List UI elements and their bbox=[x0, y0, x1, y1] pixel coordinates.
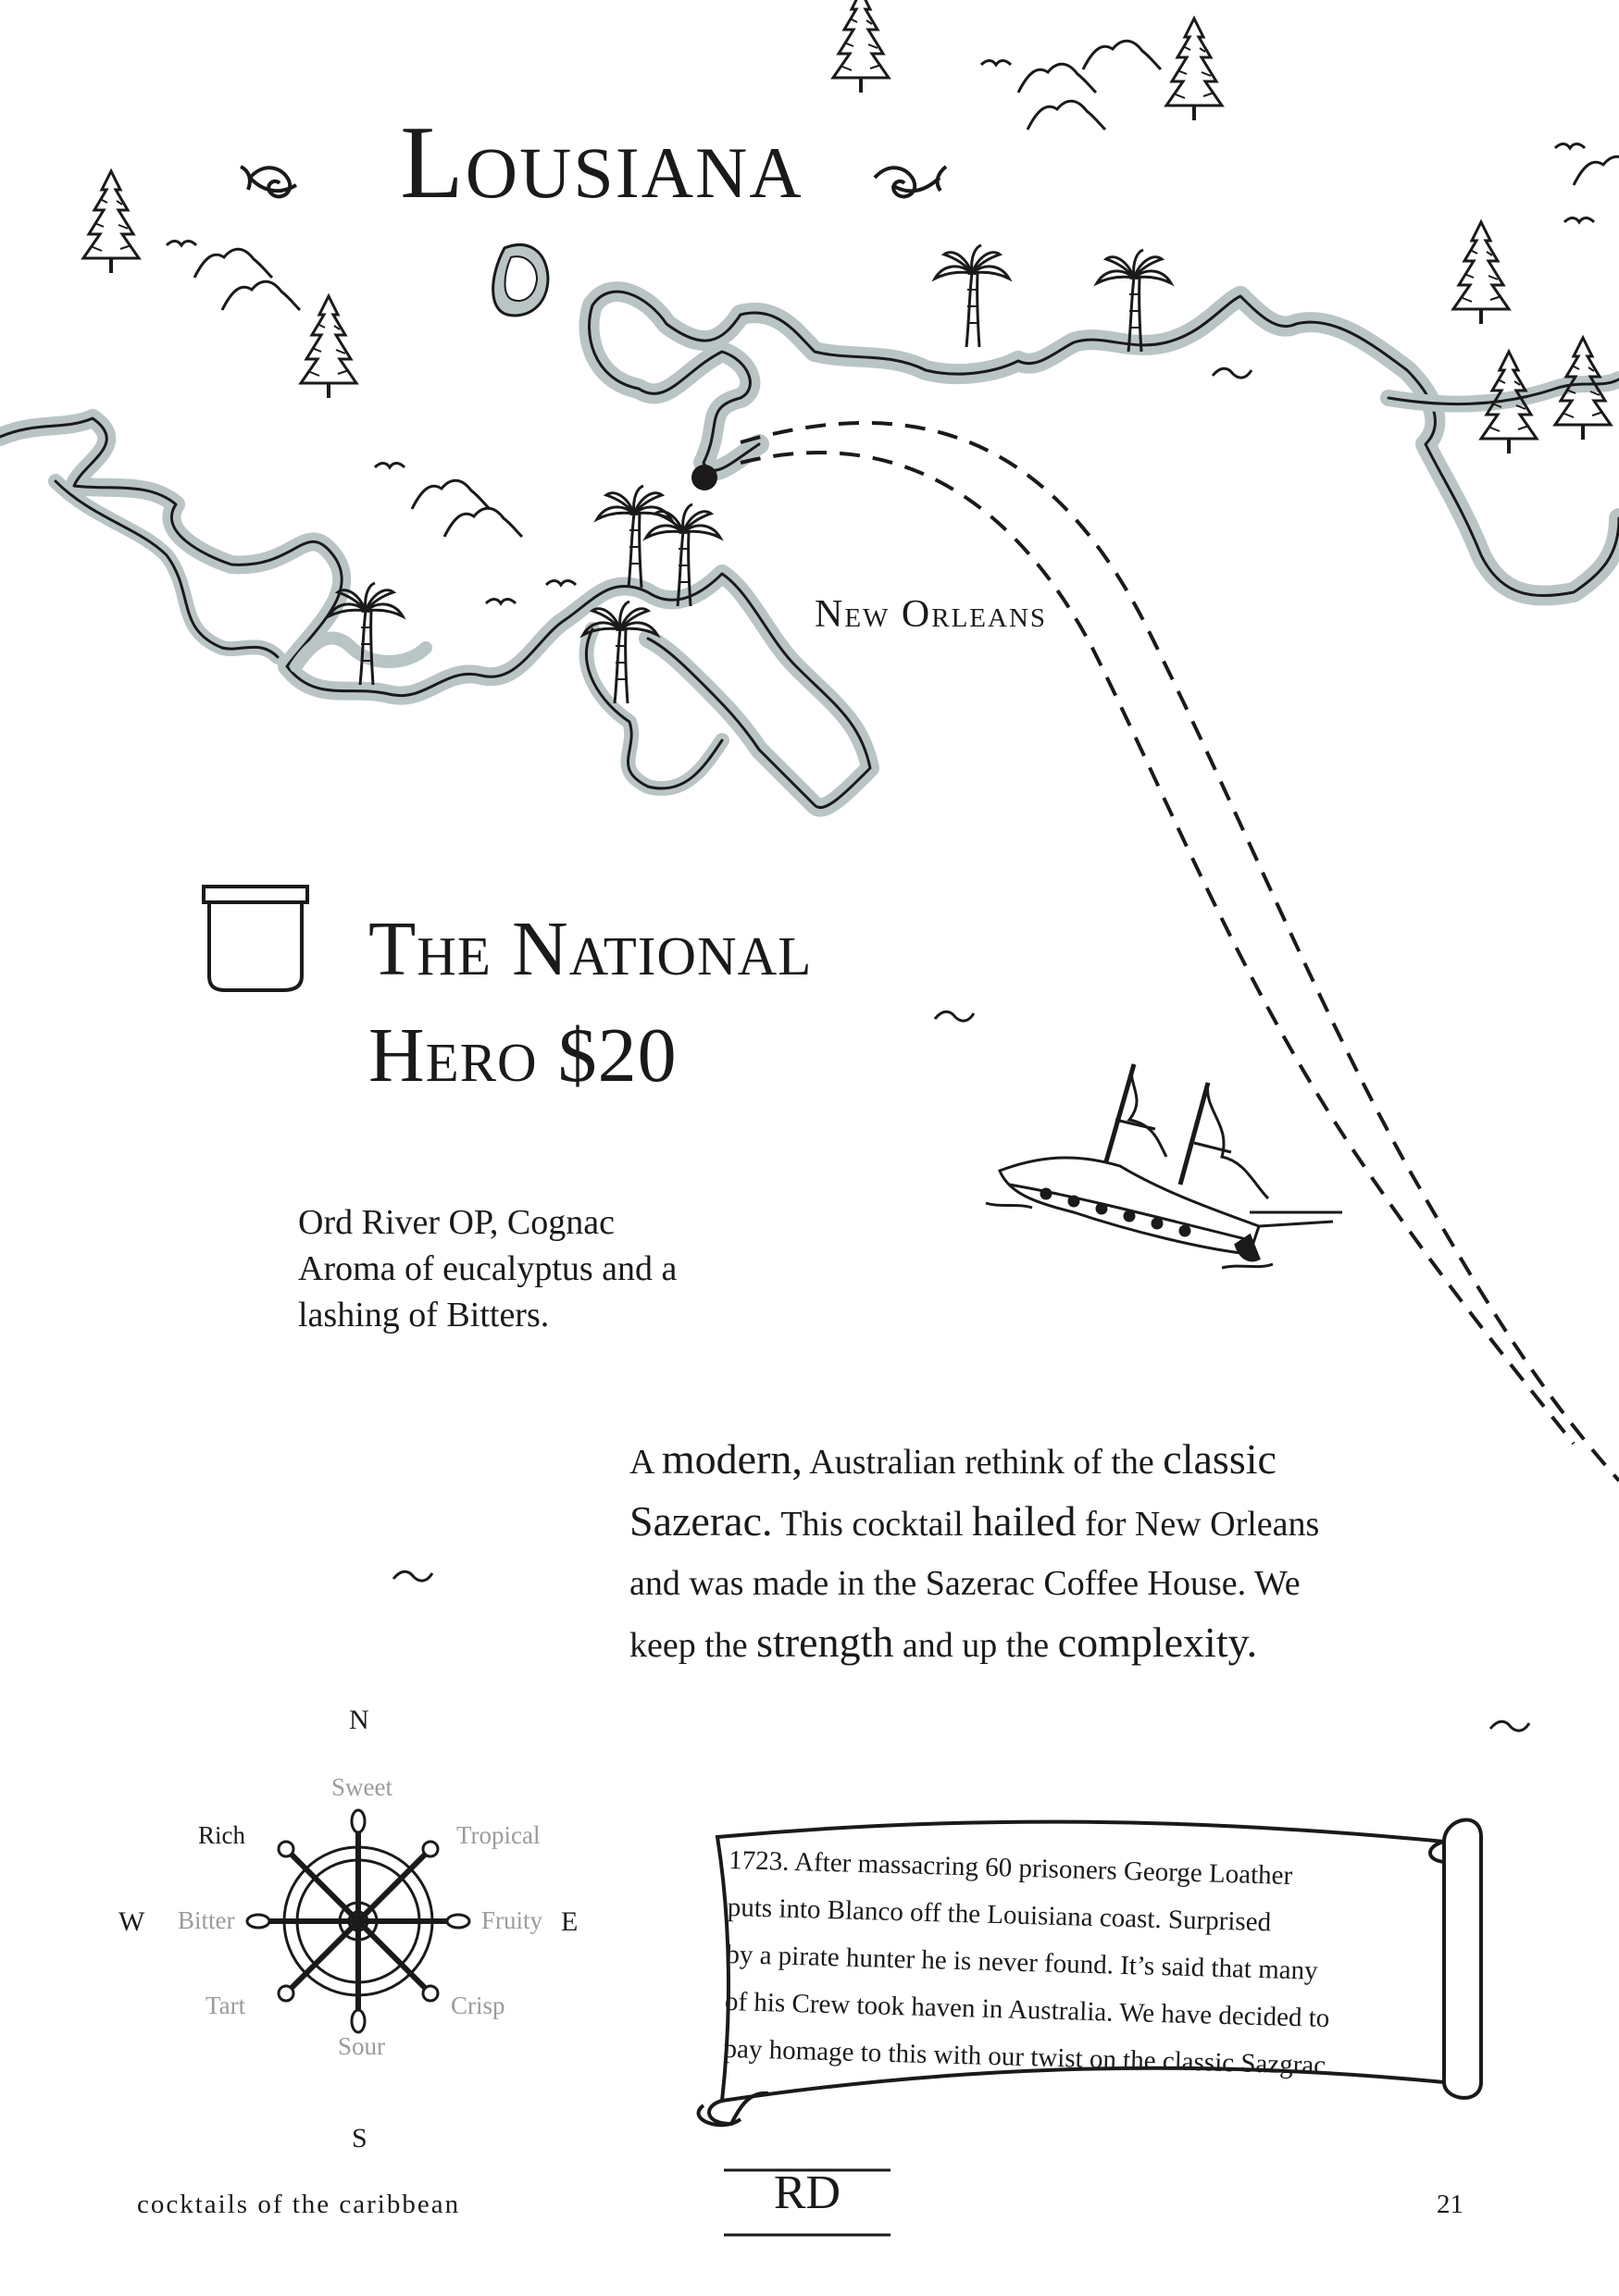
compass-north: N bbox=[349, 1705, 369, 1735]
cocktail-title-line: Hero $20 bbox=[368, 1012, 678, 1098]
flavour-tart: Tart bbox=[205, 1992, 246, 2019]
description-line: Sazerac. This cocktail hailed for New Orleans bbox=[629, 1497, 1320, 1545]
description-line: keep the strength and up the complexity. bbox=[629, 1619, 1258, 1666]
flavour-sweet: Sweet bbox=[331, 1773, 392, 1801]
ingredients-list bbox=[298, 1199, 677, 1338]
story-line: 1723. After massacring 60 prisoners George Loather bbox=[728, 1844, 1293, 1891]
island bbox=[493, 245, 548, 316]
cocktail-title bbox=[368, 896, 812, 1109]
flavour-sour: Sour bbox=[338, 2032, 386, 2060]
compass-west: W bbox=[118, 1906, 145, 1937]
ships-wheel-icon bbox=[247, 1810, 469, 2032]
ingredient-line: Ord River OP, Cognac bbox=[298, 1203, 615, 1242]
cocktail-title-line: The National bbox=[368, 906, 813, 992]
compass-east: E bbox=[561, 1906, 579, 1937]
pirate-ship-icon bbox=[986, 1064, 1342, 1268]
pine-tree-icon bbox=[83, 0, 1611, 453]
story-text bbox=[723, 1837, 1414, 2092]
flavour-rich: Rich bbox=[198, 1821, 245, 1849]
description-line: and was made in the Sazerac Coffee House. We bbox=[629, 1564, 1301, 1603]
region-title: Lousiana bbox=[400, 105, 803, 220]
flavour-tropical: Tropical bbox=[456, 1821, 541, 1849]
story-line: of his Crew took haven in Australia. We have decided to bbox=[724, 1986, 1330, 2034]
cocktail-description bbox=[629, 1430, 1463, 1675]
city-dot-icon bbox=[691, 465, 717, 490]
footer-logo: RD bbox=[773, 2166, 841, 2219]
city-label: New Orleans bbox=[815, 593, 1048, 636]
flavour-crisp: Crisp bbox=[451, 1992, 505, 2019]
footer-book-title: cocktails of the caribbean bbox=[137, 2190, 461, 2219]
flavour-fruity: Fruity bbox=[481, 1906, 543, 1934]
flavour-bitter: Bitter bbox=[178, 1906, 235, 1934]
description-line: A modern, Australian rethink of the classic bbox=[629, 1435, 1277, 1483]
ingredient-line: Aroma of eucalyptus and a bbox=[298, 1249, 678, 1288]
story-line: puts into Blanco off the Louisiana coast. Surprised bbox=[727, 1892, 1272, 1938]
ingredient-line: lashing of Bitters. bbox=[298, 1296, 550, 1334]
coastline bbox=[0, 292, 1619, 807]
page-number: 21 bbox=[1437, 2190, 1463, 2219]
story-line: pay homage to this with our twist on the classic Sazgrac. bbox=[723, 2033, 1333, 2081]
story-line: by a pirate hunter he is never found. It’s said that many bbox=[726, 1939, 1319, 1986]
tumbler-glass-icon bbox=[204, 887, 307, 990]
compass-south: S bbox=[352, 2123, 367, 2153]
